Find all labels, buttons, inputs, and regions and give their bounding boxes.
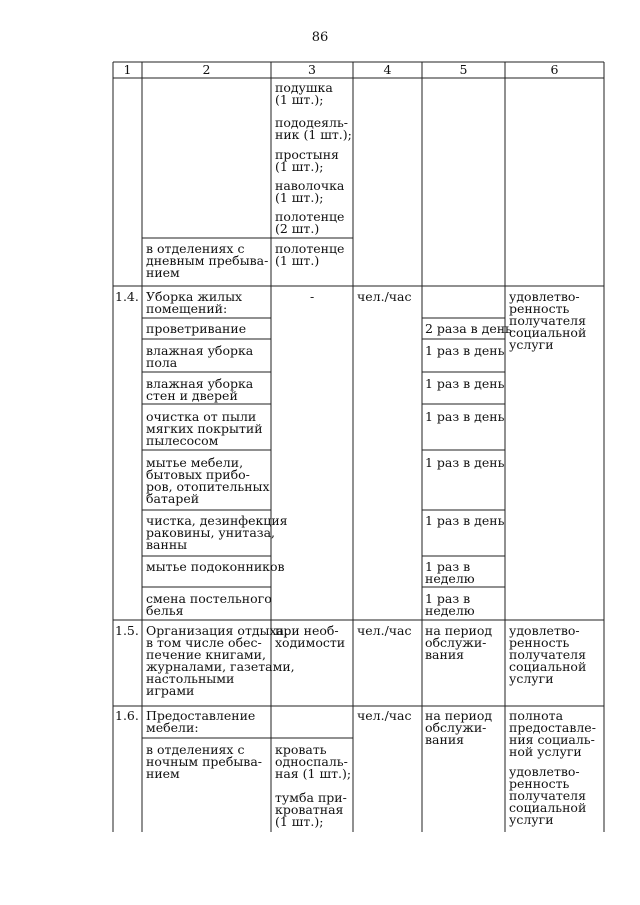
cleaning-floor: влажная уборка пола: [146, 343, 254, 370]
row-1-6-title: Предоставление мебели:: [146, 708, 256, 735]
cleaning-windowsills: мытье подоконников: [146, 559, 285, 574]
cleaning-windowsills-freq: 1 раз в неделю: [425, 559, 475, 586]
bedding-pillowcase: наволочка (1 шт.);: [275, 178, 345, 205]
cleaning-dust-freq: 1 раз в день: [425, 409, 505, 424]
row-1-5-indicator: удовлетво- ренность получателя социальной услуги: [509, 623, 587, 686]
cleaning-linen: смена постельного белья: [146, 591, 272, 618]
cleaning-sanitary: чистка, дезинфекция раковины, унитаза, ванны: [146, 513, 288, 552]
night-stay-label: в отделениях с ночным пребыва- нием: [146, 742, 263, 781]
header-col-1: 1: [123, 62, 132, 77]
page-number: 86: [311, 30, 329, 45]
bedding-sheet: простыня (1 шт.);: [275, 147, 339, 174]
furniture-nightstand: тумба при- кроватная (1 шт.);: [275, 790, 347, 829]
row-1-5-unit: чел./час: [357, 623, 412, 638]
cleaning-walls: влажная уборка стен и дверей: [146, 376, 254, 403]
row-1-6-completeness: полнота предоставле- ния социаль- ной услуги: [509, 708, 596, 759]
row-1-6-number: 1.6.: [115, 708, 139, 723]
row-1-6-unit: чел./час: [357, 708, 412, 723]
header-col-3: 3: [308, 62, 316, 77]
row-1-5-period: на период обслужи- вания: [425, 623, 493, 662]
header-col-4: 4: [383, 62, 392, 77]
cleaning-floor-freq: 1 раз в день: [425, 343, 505, 358]
row-1-4-col3: -: [310, 289, 315, 304]
row-1-4-unit: чел./час: [357, 289, 412, 304]
row-1-4-indicator: удовлетво- ренность получателя социальной услуги: [509, 289, 587, 352]
day-stay-towel: полотенце (1 шт.): [275, 241, 345, 268]
row-1-4-title: Уборка жилых помещений:: [146, 289, 243, 316]
cleaning-dust: очистка от пыли мягких покрытий пылесосом: [146, 409, 263, 448]
row-1-4-number: 1.4.: [115, 289, 139, 304]
row-1-5-col3: при необ- ходимости: [275, 623, 346, 650]
header-col-5: 5: [459, 62, 468, 77]
bedding-pillow: подушка (1 шт.);: [275, 80, 333, 107]
cleaning-walls-freq: 1 раз в день: [425, 376, 505, 391]
cleaning-ventilation: проветривание: [146, 321, 247, 336]
furniture-bed: кровать односпаль- ная (1 шт.);: [275, 742, 352, 781]
bedding-duvet-cover: пододеяль- ник (1 шт.);: [275, 115, 352, 142]
cleaning-furniture-freq: 1 раз в день: [425, 455, 505, 470]
cleaning-furniture: мытье мебели, бытовых прибо- ров, отопительных батарей: [146, 455, 270, 506]
bedding-towel: полотенце (2 шт.): [275, 209, 345, 236]
cleaning-ventilation-freq: 2 раза в день: [425, 321, 512, 336]
header-col-6: 6: [550, 62, 559, 77]
cleaning-sanitary-freq: 1 раз в день: [425, 513, 505, 528]
cleaning-linen-freq: 1 раз в неделю: [425, 591, 475, 618]
day-stay-label: в отделениях с дневным пребыва- нием: [146, 241, 269, 280]
row-1-6-satisfaction: удовлетво- ренность получателя социальной услуги: [509, 764, 587, 827]
header-col-2: 2: [202, 62, 211, 77]
row-1-5-title: Организация отдыха, в том числе обес- печение книгами, журналами, газетами, настольными играми: [146, 623, 295, 698]
row-1-5-number: 1.5.: [115, 623, 139, 638]
row-1-6-period: на период обслужи- вания: [425, 708, 493, 747]
